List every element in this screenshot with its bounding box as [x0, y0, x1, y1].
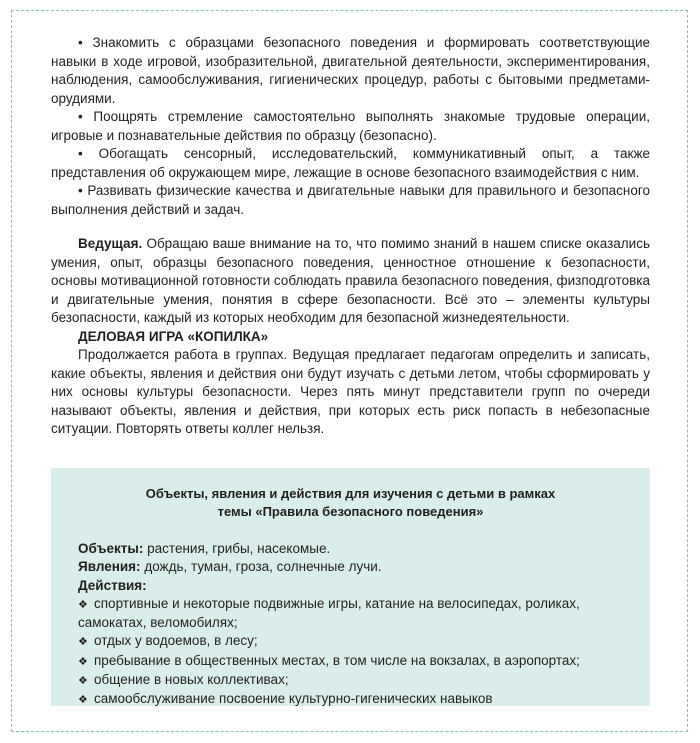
- info-box: [51, 468, 650, 706]
- action-item: ❖ отдых у водоемов, в лесу;: [78, 632, 631, 651]
- box-body: [51, 540, 650, 710]
- diamond-bullet-icon: ❖: [78, 655, 88, 668]
- speaker-label: Ведущая.: [78, 236, 143, 251]
- box-title: Объекты, явления и действия для изучения с детьми в рамках темы «Правила безопасного поведения»: [145, 486, 556, 519]
- diamond-bullet-icon: ❖: [78, 675, 88, 688]
- diamond-bullet-icon: ❖: [78, 598, 88, 611]
- objects-label: Объекты:: [78, 541, 144, 556]
- actions-label: Действия:: [78, 577, 147, 593]
- bullet-item: • Знакомить с образцами безопасного поведения и формировать соответствующие навыки в ходе игровой, изобразительной, двигательной деятельности, экспериментирования, наблюдения, самообслуживания, гигиенических процедур, работы с бытовыми предметами-орудиями.: [51, 35, 650, 106]
- objects-text: растения, грибы, насекомые.: [143, 541, 331, 556]
- main-text: [51, 34, 650, 439]
- bullet-item: • Обогащать сенсорный, исследовательский, коммуникативный опыт, а также представления об окружающем мире, лежащие в основе безопасного взаимодействия с ним.: [51, 146, 650, 180]
- action-item: ❖ самообслуживание посвоение культурно-гигенических навыков: [78, 690, 631, 709]
- phenomena-label: Явления:: [78, 559, 141, 575]
- game-paragraph: Продолжается работа в группах. Ведущая предлагает педагогам определить и записать, какие объекты, явления и действия они будут изучать с детьми летом, чтобы сформировать у них основы культуры безопасности. Через пять минут представители групп по очереди называют объекты, явления и действия, при которых есть риск попасть в небезопасные ситуации. Повторять ответы коллег нельзя.: [51, 347, 650, 436]
- objects-line: [78, 540, 631, 558]
- action-item: ❖ пребывание в общественных местах, в том числе на вокзалах, в аэропортах;: [78, 652, 631, 671]
- lead-text: Обращаю ваше внимание на то, что помимо знаний в нашем списке оказались умения, опыт, образцы безопасного поведения, ценностное отношение к безопасности, основы мотивационной готовности соблюдать правила безопасного поведения, физподготовка и двигательные умения, понятия в сфере безопасности. Всё это – элементы культуры безопасности, каждый из которых необходим для безопасной жизнедеятельности.: [51, 236, 650, 325]
- phenomena-text: дождь, туман, гроза, солнечные лучи.: [140, 559, 382, 575]
- diamond-bullet-icon: ❖: [78, 694, 88, 707]
- diamond-bullet-icon: ❖: [78, 636, 88, 649]
- section-heading: ДЕЛОВАЯ ИГРА «КОПИЛКА»: [78, 328, 269, 344]
- phenomena-line: [78, 558, 631, 576]
- bullet-item: • Развивать физические качества и двигательные навыки для правильного и безопасного выполнения действий и задач.: [51, 183, 650, 217]
- bullet-item: • Поощрять стремление самостоятельно выполнять знакомые трудовые операции, игровые и познавательные действия по образцу (безопасно).: [51, 109, 650, 143]
- lead-paragraph: [51, 235, 650, 328]
- action-item: ❖ общение в новых коллективах;: [78, 671, 631, 690]
- action-item: ❖ спортивные и некоторые подвижные игры, катание на велосипедах, роликах, самокатах, веломобилях;: [78, 595, 580, 631]
